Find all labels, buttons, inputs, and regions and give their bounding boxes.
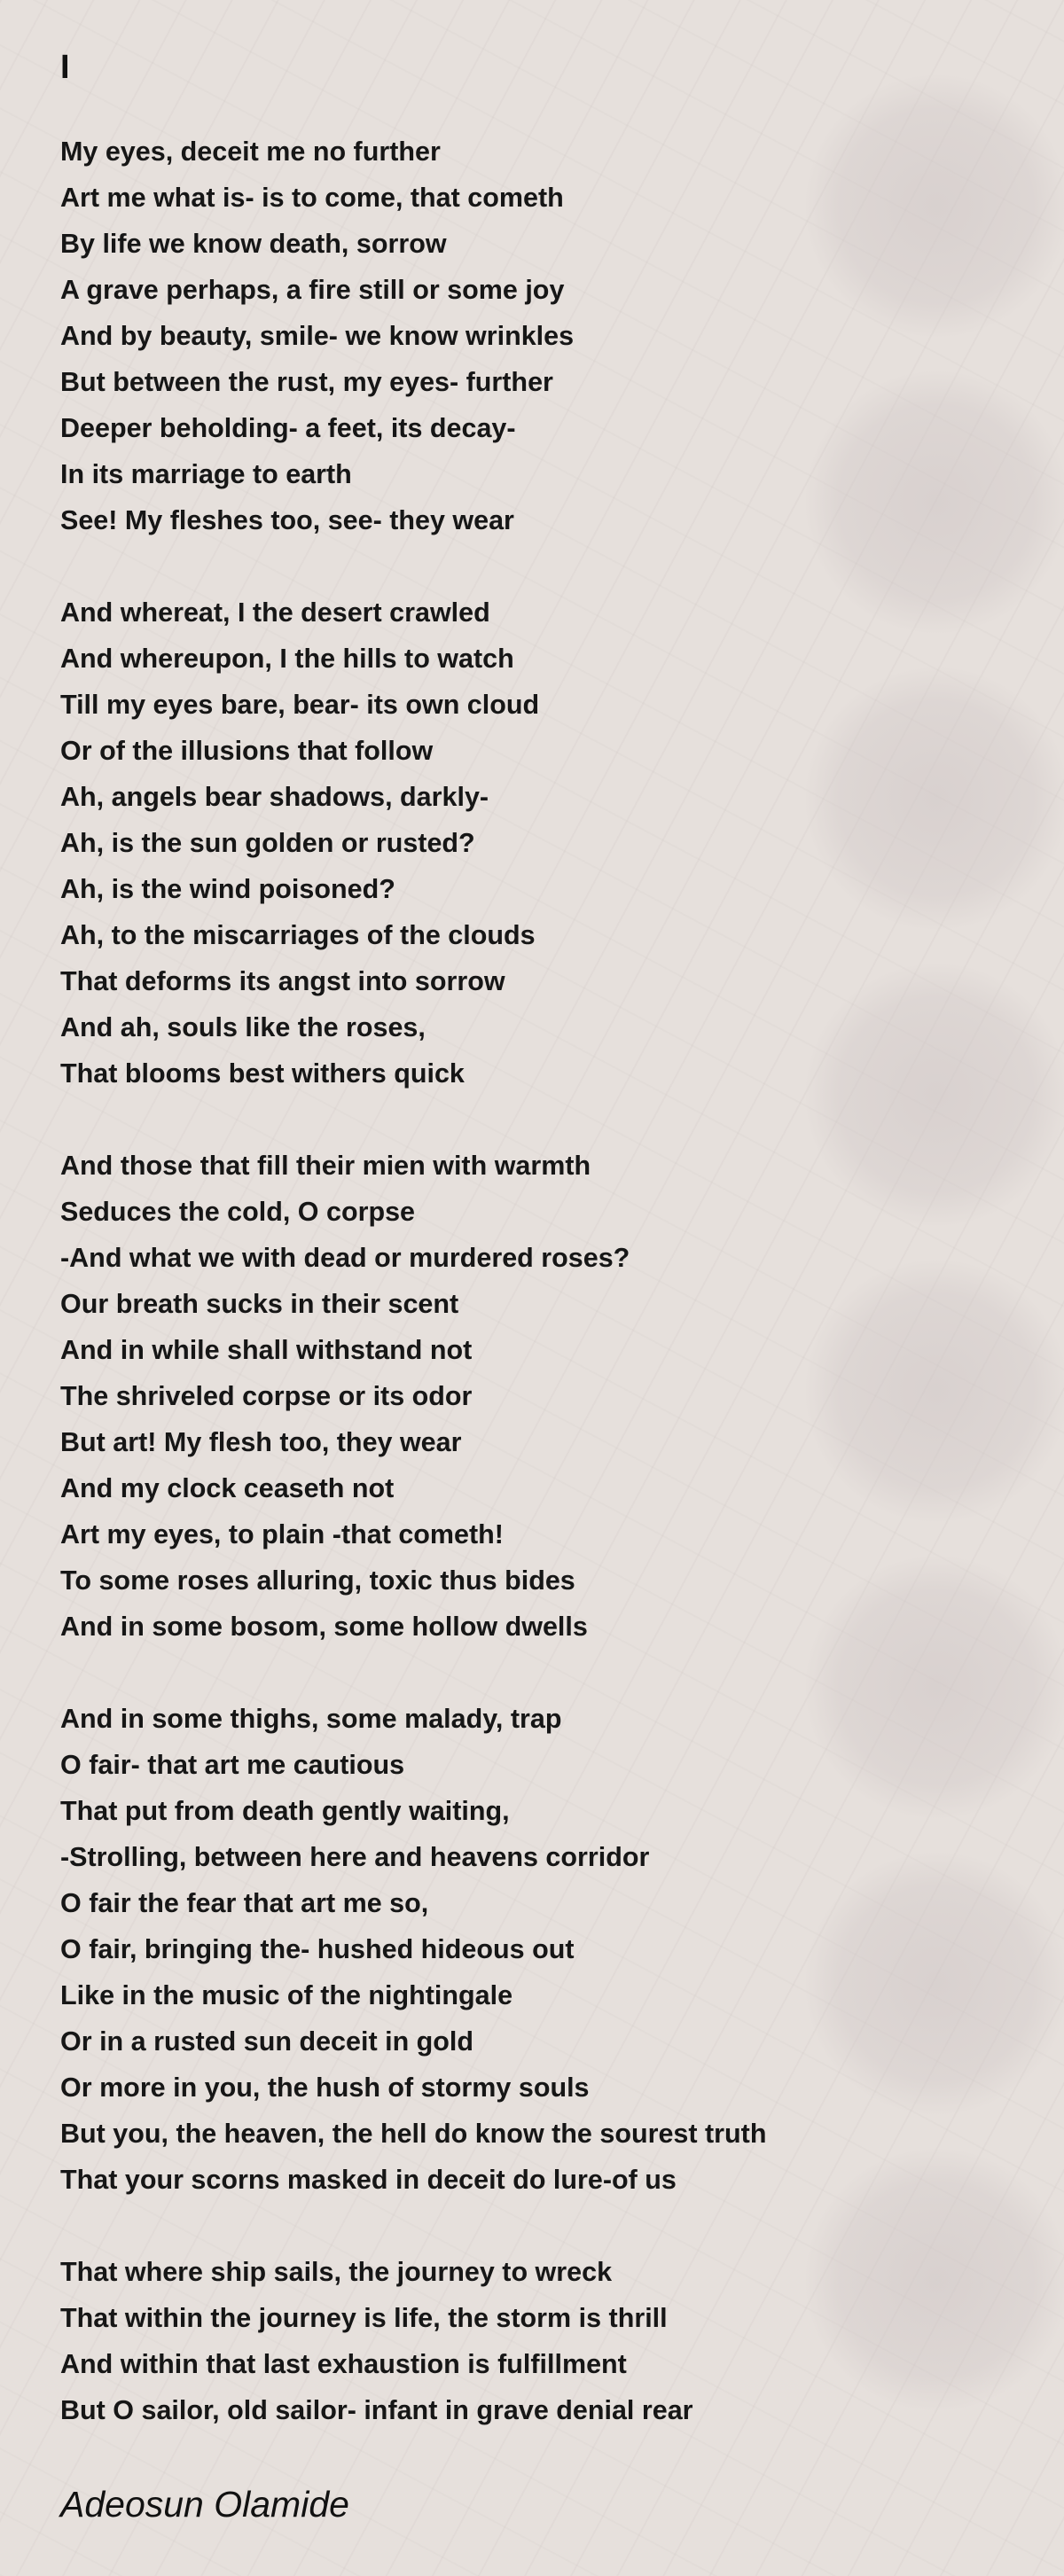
poem-line: In its marriage to earth (60, 459, 352, 489)
poem-line: To some roses alluring, toxic thus bides (60, 1565, 575, 1596)
poem-line: But O sailor, old sailor- infant in grave denial rear (60, 2395, 693, 2425)
poem-stanza (60, 129, 1018, 543)
poem-line: And those that fill their mien with warmth (60, 1151, 591, 1181)
poem-line: That within the journey is life, the storm is thrill (60, 2303, 668, 2333)
poem-line: My eyes, deceit me no further (60, 137, 441, 167)
poem-line: And whereupon, I the hills to watch (60, 644, 514, 674)
poem-line: O fair, bringing the- hushed hideous out (60, 1934, 575, 1964)
poem-line: Till my eyes bare, bear- its own cloud (60, 690, 540, 720)
poem-line: And whereat, I the desert crawled (60, 597, 490, 628)
poem-line: Or more in you, the hush of stormy souls (60, 2073, 590, 2103)
poem-line: Ah, angels bear shadows, darkly- (60, 782, 489, 812)
poem-stanza (60, 1696, 1018, 2203)
poem-line: By life we know death, sorrow (60, 229, 447, 259)
poem-line: That where ship sails, the journey to wreck (60, 2257, 613, 2287)
poem-line: Ah, is the wind poisoned? (60, 874, 395, 904)
poem-line: Art me what is- is to come, that cometh (60, 183, 564, 213)
poem-stanza (60, 2249, 1018, 2433)
poem-line: Deeper beholding- a feet, its decay- (60, 413, 516, 443)
poem-stanza (60, 1143, 1018, 1650)
poem-line: That blooms best withers quick (60, 1058, 465, 1089)
poem-line: Our breath sucks in their scent (60, 1289, 459, 1319)
poem-line: Ah, to the miscarriages of the clouds (60, 920, 536, 950)
poem-line: O fair- that art me cautious (60, 1750, 405, 1780)
poem-line: And by beauty, smile- we know wrinkles (60, 321, 575, 351)
poem-line: Or in a rusted sun deceit in gold (60, 2026, 474, 2057)
poem-line: That deforms its angst into sorrow (60, 966, 505, 996)
poem-line: -Strolling, between here and heavens corridor (60, 1842, 650, 1872)
poem-line: Art my eyes, to plain -that cometh! (60, 1519, 504, 1550)
poem-line: But you, the heaven, the hell do know the sourest truth (60, 2119, 767, 2149)
poem-line: And in while shall withstand not (60, 1335, 473, 1365)
poem-line: O fair the fear that art me so, (60, 1888, 429, 1918)
poem-line: That put from death gently waiting, (60, 1796, 510, 1826)
poem-line: Seduces the cold, O corpse (60, 1197, 416, 1227)
poem-line: But art! My flesh too, they wear (60, 1427, 462, 1457)
poem-line: Ah, is the sun golden or rusted? (60, 828, 475, 858)
poem-line: -And what we with dead or murdered roses? (60, 1243, 630, 1273)
poem-line: Like in the music of the nightingale (60, 1980, 513, 2010)
poem-line: And in some bosom, some hollow dwells (60, 1612, 588, 1642)
poem-body (60, 129, 1018, 2433)
poem-page (60, 44, 1018, 2529)
poem-title: I (60, 49, 70, 86)
poem-line: But between the rust, my eyes- further (60, 367, 553, 397)
poem-line: That your scorns masked in deceit do lure-of us (60, 2165, 677, 2195)
poem-line: And my clock ceaseth not (60, 1473, 395, 1503)
poem-line: And in some thighs, some malady, trap (60, 1704, 562, 1734)
poem-line: And within that last exhaustion is fulfillment (60, 2349, 627, 2379)
poem-author: Adeosun Olamide (60, 2484, 349, 2525)
poem-stanza (60, 589, 1018, 1097)
poem-line: The shriveled corpse or its odor (60, 1381, 473, 1411)
poem-line: A grave perhaps, a fire still or some joy (60, 275, 565, 305)
poem-line: And ah, souls like the roses, (60, 1012, 426, 1042)
poem-line: See! My fleshes too, see- they wear (60, 505, 514, 535)
poem-line: Or of the illusions that follow (60, 736, 434, 766)
